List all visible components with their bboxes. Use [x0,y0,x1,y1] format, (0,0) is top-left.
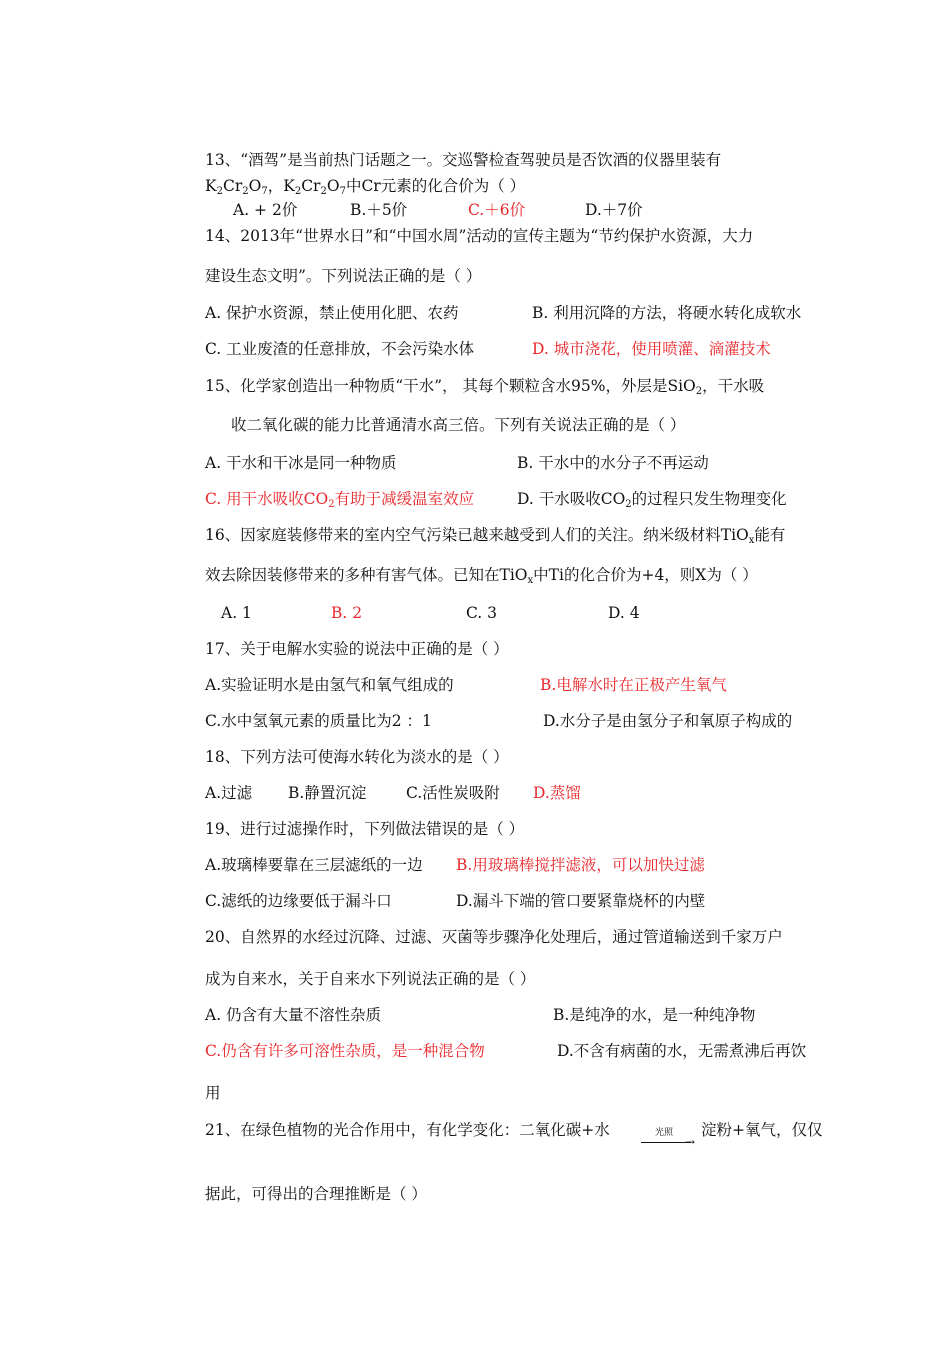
q20-stem-line1: 20、自然界的水经过沉降、过滤、灭菌等步骤净化处理后，通过管道输送到千家万户 [205,928,783,946]
q17-option-c: C.水中氢氧元素的质量比为2 ：1 [205,712,432,730]
arrow-shaft [641,1142,691,1143]
q14-option-c: C. 工业废渣的任意排放，不会污染水体 [205,340,475,358]
q16-option-b: B. 2 [331,604,363,622]
q21-stem-line2: 据此，可得出的合理推断是（ ） [205,1185,427,1203]
q15-stem-line2: 收二氧化碳的能力比普通清水高三倍。下列有关说法正确的是（ ） [231,416,686,434]
q21-stem-line1a: 21、在绿色植物的光合作用中，有化学变化：二氧化碳+水 [205,1121,610,1139]
q16-option-a: A. 1 [221,604,252,622]
q14-option-a: A. 保护水资源，禁止使用化肥、农药 [205,304,459,322]
q13-stem-line1: 13、“酒驾”是当前热门话题之一。交巡警检查驾驶员是否饮酒的仪器里装有 [205,151,722,169]
q17-stem: 17、关于电解水实验的说法中正确的是（ ） [205,640,509,658]
q13-option-b: B.＋5价 [350,201,408,219]
q19-option-d: D.漏斗下端的管口要紧靠烧杯的内壁 [456,892,706,910]
q18-option-a: A.过滤 [205,784,253,802]
q19-stem: 19、进行过滤操作时，下列做法错误的是（ ） [205,820,525,838]
q15-option-a: A. 干水和干冰是同一种物质 [205,454,397,472]
q19-option-b: B.用玻璃棒搅拌滤液，可以加快过滤 [456,856,705,874]
q15-stem-line1: 15、化学家创造出一种物质“干水”， 其每个颗粒含水95%，外层是SiO$_2$，干水吸 [205,377,765,397]
q21-stem-line1b: 淀粉+氧气，仅仅 [701,1121,823,1139]
q20-option-a: A. 仍含有大量不溶性杂质 [205,1006,382,1024]
q19-option-c: C.滤纸的边缘要低于漏斗口 [205,892,392,910]
q15-option-d: D. 干水吸收$CO_2$的过程只发生物理变化 [517,490,787,510]
q16-stem-line1: 16、因家庭装修带来的室内空气污染已越来越受到人们的关注。纳米级材料TiO$_x$能有 [205,526,786,546]
q14-option-d: D. 城市浇花，使用喷灌、滴灌技术 [532,340,771,358]
q13-option-d: D.＋7价 [585,201,643,219]
q14-option-b: B. 利用沉降的方法，将硬水转化成软水 [532,304,802,322]
q14-stem-line2: 建设生态文明”。下列说法正确的是（ ） [205,267,482,285]
q16-option-c: C. 3 [466,604,498,622]
arrow-head-icon: → [685,1135,696,1149]
q20-option-b: B.是纯净的水，是一种纯净物 [553,1006,756,1024]
q17-option-b: B.电解水时在正极产生氧气 [540,676,727,694]
q17-option-a: A.实验证明水是由氢气和氧气组成的 [205,676,454,694]
q15-option-c: C. 用干水吸收$CO_2$有助于减缓温室效应 [205,490,475,510]
reaction-arrow [641,1128,695,1150]
q18-option-c: C.活性炭吸附 [406,784,500,802]
q13-stem-line2: $K_2Cr_2O_7$，$K_2Cr_2O_7$中Cr元素的化合价为（ ） [205,177,526,197]
q20-option-d-continued: 用 [205,1084,221,1102]
q14-stem-line1: 14、2013年“世界水日”和“中国水周”活动的宣传主题为“节约保护水资源，大力 [205,227,754,245]
q16-option-d: D. 4 [608,604,640,622]
q18-option-b: B.静置沉淀 [288,784,367,802]
q18-option-d: D.蒸馏 [533,784,581,802]
arrow-condition-label: 光照 [655,1128,674,1138]
q20-option-d: D.不含有病菌的水，无需煮沸后再饮 [557,1042,807,1060]
q13-option-a: A. + 2价 [233,201,298,219]
q17-option-d: D.水分子是由氢分子和氧原子构成的 [543,712,793,730]
q15-option-b: B. 干水中的水分子不再运动 [517,454,709,472]
q20-option-c: C.仍含有许多可溶性杂质，是一种混合物 [205,1042,485,1060]
q19-option-a: A.玻璃棒要靠在三层滤纸的一边 [205,856,423,874]
q18-stem: 18、下列方法可使海水转化为淡水的是（ ） [205,748,509,766]
q13-option-c: C.＋6价 [468,201,526,219]
q20-stem-line2: 成为自来水，关于自来水下列说法正确的是（ ） [205,970,536,988]
q16-stem-line2: 效去除因装修带来的多种有害气体。已知在TiO$_x$中Ti的化合价为+4，则X为（ ） [205,566,758,586]
